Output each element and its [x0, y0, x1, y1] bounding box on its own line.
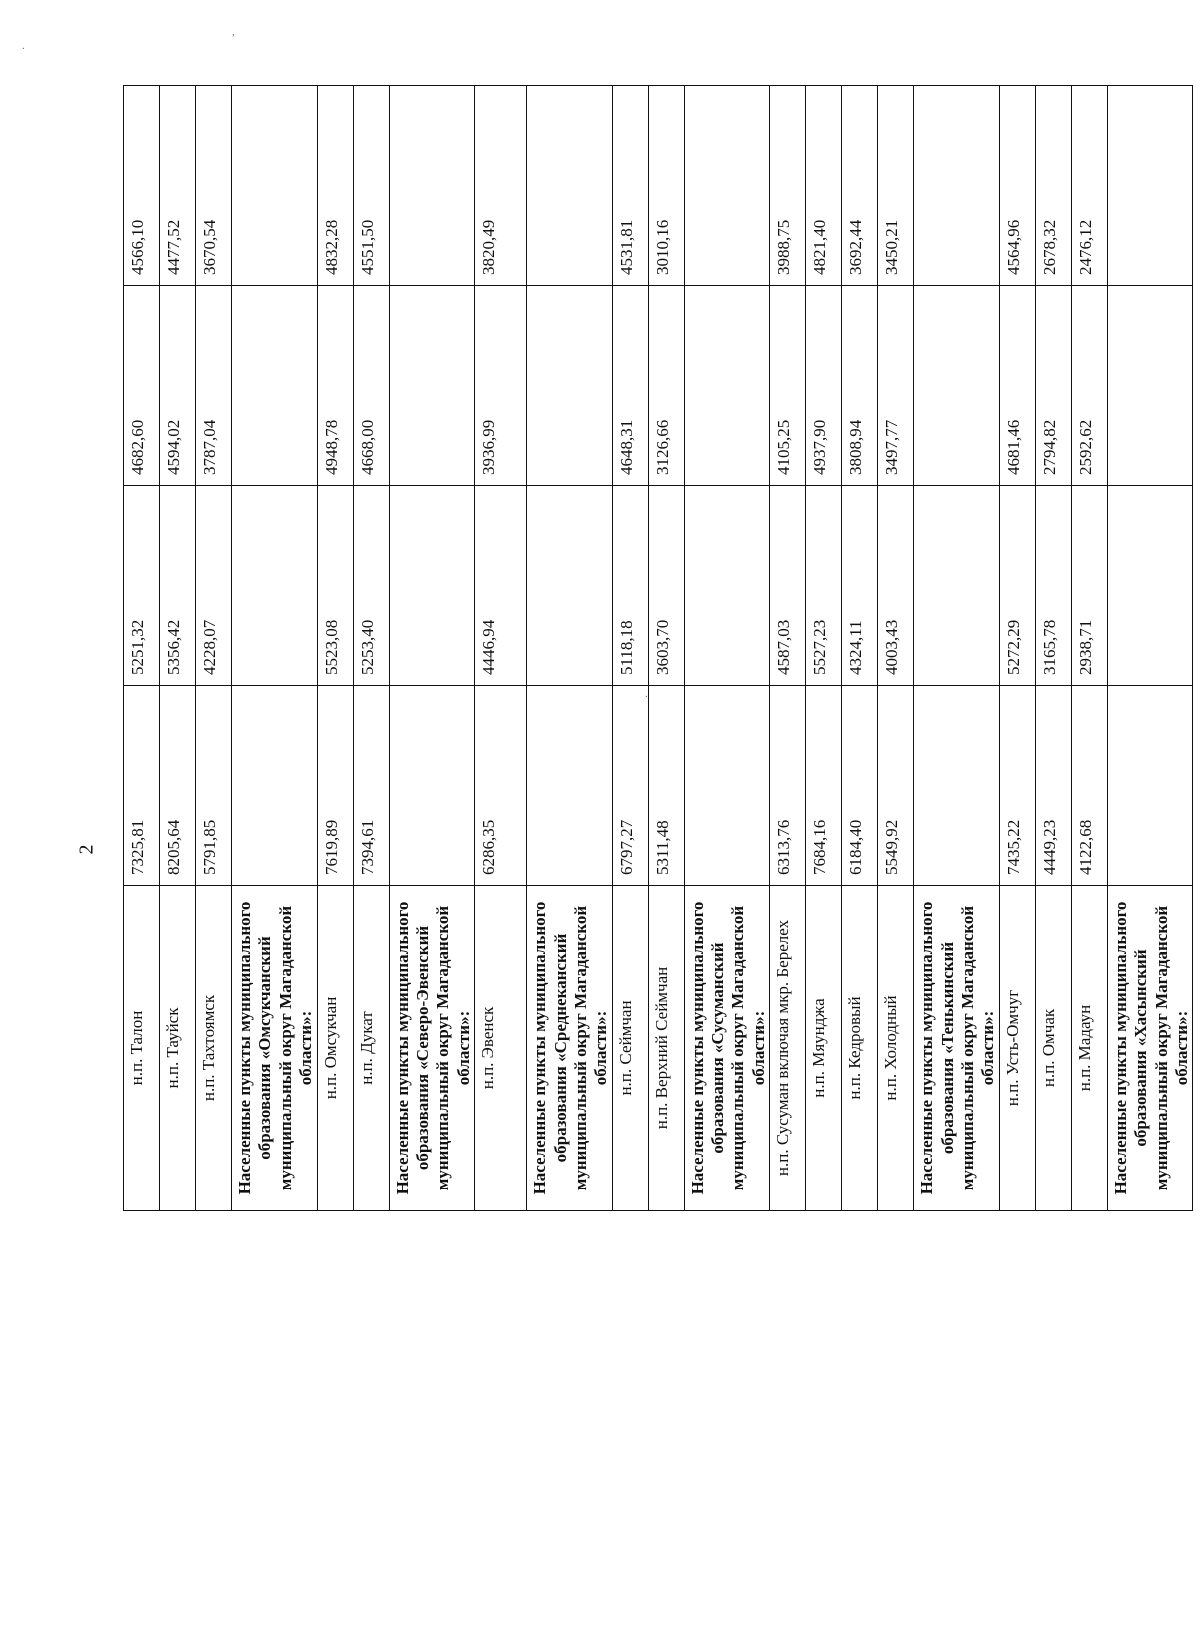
scan-mark: .: [22, 40, 25, 52]
value-cell: 3450,21: [878, 86, 914, 286]
value-cell: [527, 686, 613, 886]
scan-mark: .: [645, 688, 648, 700]
value-cell: 4948,78: [317, 286, 353, 486]
value-cell: [527, 286, 613, 486]
municipality-name: Населенные пункты муниципального образования «Хасынский муниципальный округ Магаданской области»:: [1107, 886, 1193, 1211]
table-row: [806, 86, 842, 1211]
municipality-name: Населенные пункты муниципального образования «Среднеканский муниципальный округ Магаданской области»:: [527, 886, 613, 1211]
table-row: [124, 86, 160, 1211]
value-cell: 4594,02: [160, 286, 196, 486]
value-cell: 4668,00: [353, 286, 389, 486]
value-cell: 5253,40: [353, 486, 389, 686]
table-row: [770, 86, 806, 1211]
value-cell: 4648,31: [612, 286, 648, 486]
settlement-name: н.п. Кедровый: [842, 886, 878, 1211]
value-cell: [389, 686, 475, 886]
value-cell: 7684,16: [806, 686, 842, 886]
value-cell: 4449,23: [1035, 686, 1071, 886]
value-cell: 4003,43: [878, 486, 914, 686]
value-cell: [232, 486, 318, 686]
value-cell: [914, 86, 1000, 286]
tariff-table-region: [123, 86, 1200, 1195]
value-cell: 2678,32: [1035, 86, 1071, 286]
value-cell: [232, 86, 318, 286]
value-cell: 4587,03: [770, 486, 806, 686]
value-cell: [684, 286, 770, 486]
settlement-name: н.п. Мадаун: [1071, 886, 1107, 1211]
settlement-name: н.п. Эвенск: [475, 886, 527, 1211]
value-cell: 2592,62: [1071, 286, 1107, 486]
municipality-name: Населенные пункты муниципального образования «Сусуманский муниципальный округ Магаданской области»:: [684, 886, 770, 1211]
scan-mark: ,: [232, 26, 235, 38]
tariff-table: [123, 85, 1193, 1211]
value-cell: 6184,40: [842, 686, 878, 886]
value-cell: 4832,28: [317, 86, 353, 286]
table-row: [353, 86, 389, 1211]
value-cell: 3936,99: [475, 286, 527, 486]
value-cell: 7394,61: [353, 686, 389, 886]
table-row: [317, 86, 353, 1211]
value-cell: 3820,49: [475, 86, 527, 286]
settlement-name: н.п. Омчак: [1035, 886, 1071, 1211]
table-row: [878, 86, 914, 1211]
value-cell: 3126,66: [648, 286, 684, 486]
settlement-name: н.п. Сеймчан: [612, 886, 648, 1211]
settlement-name: н.п. Дукат: [353, 886, 389, 1211]
value-cell: [232, 286, 318, 486]
group-header-row: [232, 86, 318, 1211]
value-cell: [1107, 486, 1193, 686]
settlement-name: н.п. Тауйск: [160, 886, 196, 1211]
value-cell: [914, 686, 1000, 886]
value-cell: 3808,94: [842, 286, 878, 486]
value-cell: 7325,81: [124, 686, 160, 886]
value-cell: 3988,75: [770, 86, 806, 286]
settlement-name: н.п. Омсукчан: [317, 886, 353, 1211]
value-cell: [1107, 686, 1193, 886]
value-cell: [389, 86, 475, 286]
value-cell: 8205,64: [160, 686, 196, 886]
value-cell: [914, 286, 1000, 486]
table-row: [160, 86, 196, 1211]
value-cell: 3165,78: [1035, 486, 1071, 686]
value-cell: 2476,12: [1071, 86, 1107, 286]
value-cell: [914, 486, 1000, 686]
value-cell: 5549,92: [878, 686, 914, 886]
value-cell: [684, 486, 770, 686]
value-cell: 5527,23: [806, 486, 842, 686]
value-cell: 3603,70: [648, 486, 684, 686]
value-cell: [527, 86, 613, 286]
value-cell: 4821,40: [806, 86, 842, 286]
municipality-name: Населенные пункты муниципального образования «Северо-Эвенский муниципальный округ Магаданской области»:: [389, 886, 475, 1211]
value-cell: [389, 286, 475, 486]
group-header-row: [527, 86, 613, 1211]
value-cell: 4531,81: [612, 86, 648, 286]
page-number: 2: [75, 844, 98, 855]
value-cell: 5251,32: [124, 486, 160, 686]
municipality-name: Населенные пункты муниципального образования «Омсукчанский муниципальный округ Магаданской области»:: [232, 886, 318, 1211]
settlement-name: н.п. Тахтоямск: [196, 886, 232, 1211]
settlement-name: н.п. Усть-Омчуг: [999, 886, 1035, 1211]
value-cell: 4228,07: [196, 486, 232, 686]
group-header-row: [914, 86, 1000, 1211]
settlement-name: н.п. Мяунджа: [806, 886, 842, 1211]
value-cell: 3670,54: [196, 86, 232, 286]
value-cell: [1107, 286, 1193, 486]
group-header-row: [684, 86, 770, 1211]
settlement-name: н.п. Холодный: [878, 886, 914, 1211]
value-cell: 2938,71: [1071, 486, 1107, 686]
value-cell: 4937,90: [806, 286, 842, 486]
value-cell: 5523,08: [317, 486, 353, 686]
value-cell: 5791,85: [196, 686, 232, 886]
value-cell: 6313,76: [770, 686, 806, 886]
value-cell: 3692,44: [842, 86, 878, 286]
value-cell: 3010,16: [648, 86, 684, 286]
value-cell: [232, 686, 318, 886]
value-cell: 6797,27: [612, 686, 648, 886]
value-cell: 4105,25: [770, 286, 806, 486]
table-row: [842, 86, 878, 1211]
value-cell: 7619,89: [317, 686, 353, 886]
value-cell: 4324,11: [842, 486, 878, 686]
value-cell: 5311,48: [648, 686, 684, 886]
settlement-name: н.п. Сусуман включая мкр. Берелех: [770, 886, 806, 1211]
value-cell: 4682,60: [124, 286, 160, 486]
settlement-name: н.п. Талон: [124, 886, 160, 1211]
value-cell: 3787,04: [196, 286, 232, 486]
value-cell: [527, 486, 613, 686]
table-row: [1071, 86, 1107, 1211]
value-cell: 2794,82: [1035, 286, 1071, 486]
value-cell: 4477,52: [160, 86, 196, 286]
value-cell: 4681,46: [999, 286, 1035, 486]
table-row: [612, 86, 648, 1211]
settlement-name: н.п. Верхний Сеймчан: [648, 886, 684, 1211]
value-cell: 4122,68: [1071, 686, 1107, 886]
group-header-row: [389, 86, 475, 1211]
value-cell: 4551,50: [353, 86, 389, 286]
value-cell: 5356,42: [160, 486, 196, 686]
table-row: [196, 86, 232, 1211]
value-cell: 3497,77: [878, 286, 914, 486]
value-cell: 4446,94: [475, 486, 527, 686]
value-cell: [684, 86, 770, 286]
value-cell: 6286,35: [475, 686, 527, 886]
value-cell: 7435,22: [999, 686, 1035, 886]
value-cell: 5118,18: [612, 486, 648, 686]
value-cell: 4564,96: [999, 86, 1035, 286]
table-row: [475, 86, 527, 1211]
value-cell: 5272,29: [999, 486, 1035, 686]
table-row: [1035, 86, 1071, 1211]
group-header-row: [1107, 86, 1193, 1211]
value-cell: [389, 486, 475, 686]
table-row: [648, 86, 684, 1211]
municipality-name: Населенные пункты муниципального образования «Тенькинский муниципальный округ Магаданской области»:: [914, 886, 1000, 1211]
table-row: [999, 86, 1035, 1211]
value-cell: [1107, 86, 1193, 286]
value-cell: [684, 686, 770, 886]
value-cell: 4566,10: [124, 86, 160, 286]
